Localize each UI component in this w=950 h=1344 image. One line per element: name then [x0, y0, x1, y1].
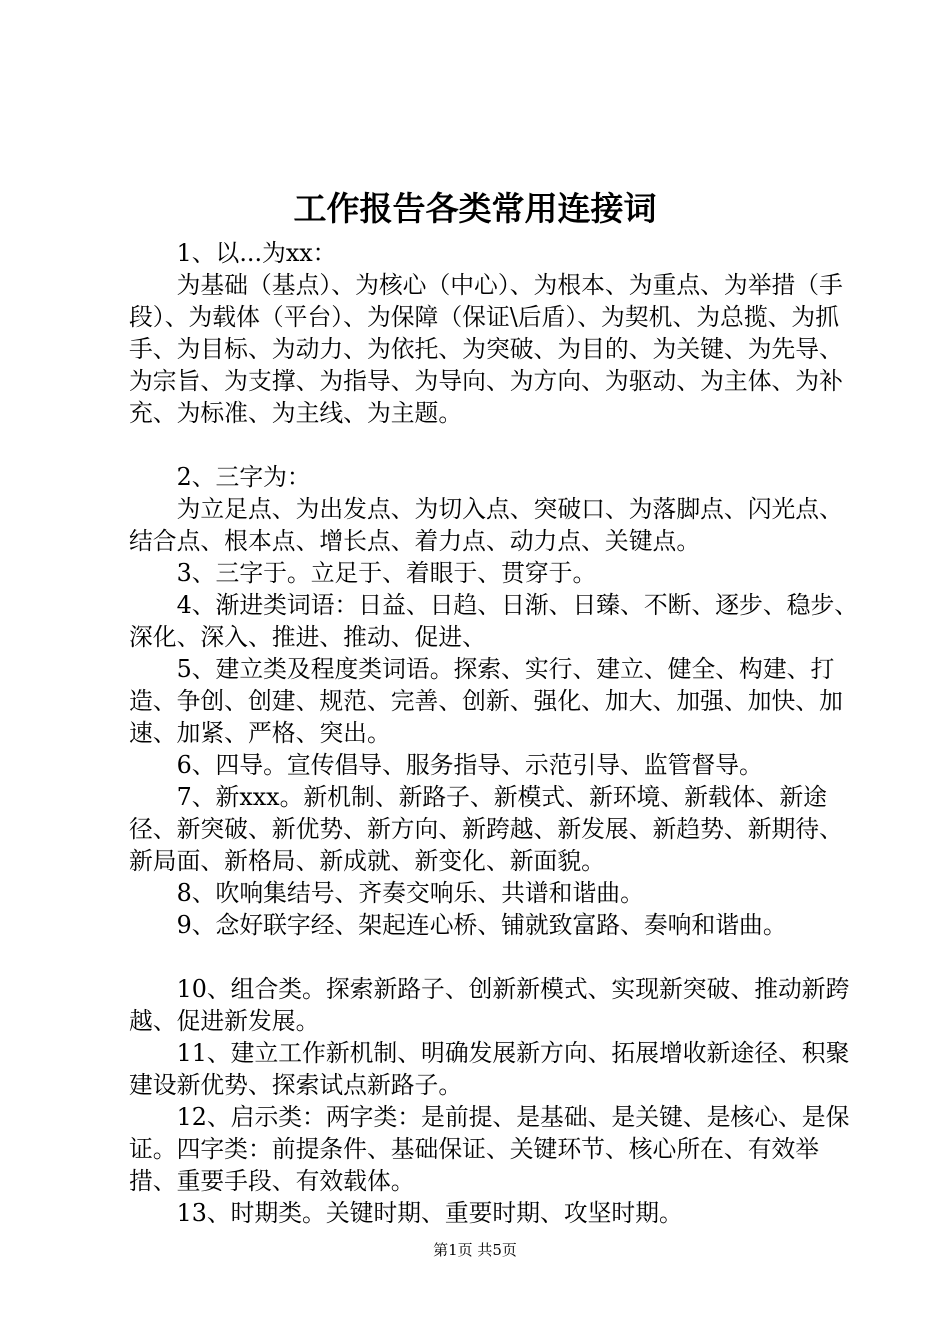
body-paragraph: 12、启示类：两字类：是前提、是基础、是关键、是核心、是保证。四字类：前提条件、基础保证、关键环节、核心所在、有效举措、重要手段、有效载体。	[129, 1103, 850, 1195]
document-title: 工作报告各类常用连接词	[293, 189, 657, 228]
blank-line	[129, 941, 859, 973]
body-paragraph: 11、建立工作新机制、明确发展新方向、拓展增收新途径、积聚建设新优势、探索试点新路子。	[129, 1039, 850, 1099]
blank-line	[129, 429, 859, 461]
body-paragraph: 为基础（基点）、为核心（中心）、为根本、为重点、为举措（手段）、为载体（平台）、为保障（保证\后盾）、为契机、为总揽、为抓手、为目标、为动力、为依托、为突破、为目的、为关键、为先导、为宗旨、为支撑、为指导、为导向、为方向、为驱动、为主体、为补充、为标准、为主线、为主题。	[129, 271, 843, 427]
body-paragraph: 为立足点、为出发点、为切入点、突破口、为落脚点、闪光点、结合点、根本点、增长点、着力点、动力点、关键点。	[129, 495, 843, 555]
body-paragraph: 10、组合类。探索新路子、创新新模式、实现新突破、推动新跨越、促进新发展。	[129, 975, 850, 1035]
body-paragraph: 2、三字为：	[176, 463, 311, 491]
body-paragraph: 1、以...为xx：	[176, 239, 337, 267]
body-paragraph: 3、三字于。立足于、着眼于、贯穿于。	[176, 559, 597, 587]
body-paragraph: 4、渐进类词语：日益、日趋、日渐、日臻、不断、逐步、稳步、深化、深入、推进、推动、促进、	[129, 591, 859, 651]
body-paragraph: 7、新xxx。新机制、新路子、新模式、新环境、新载体、新途径、新突破、新优势、新方向、新跨越、新发展、新趋势、新期待、新局面、新格局、新成就、新变化、新面貌。	[129, 783, 843, 875]
body-paragraph: 5、建立类及程度类词语。探索、实行、建立、健全、构建、打造、争创、创建、规范、完善、创新、强化、加大、加强、加快、加速、加紧、严格、突出。	[129, 655, 843, 747]
body-paragraph: 13、时期类。关键时期、重要时期、攻坚时期。	[176, 1199, 683, 1227]
body-paragraph: 9、念好联字经、架起连心桥、铺就致富路、奏响和谐曲。	[176, 911, 787, 939]
document-body	[129, 237, 859, 1229]
body-paragraph: 8、吹响集结号、齐奏交响乐、共谱和谐曲。	[176, 879, 644, 907]
body-paragraph: 6、四导。宣传倡导、服务指导、示范引导、监管督导。	[176, 751, 763, 779]
page-footer: 第1页 共5页	[433, 1241, 517, 1259]
